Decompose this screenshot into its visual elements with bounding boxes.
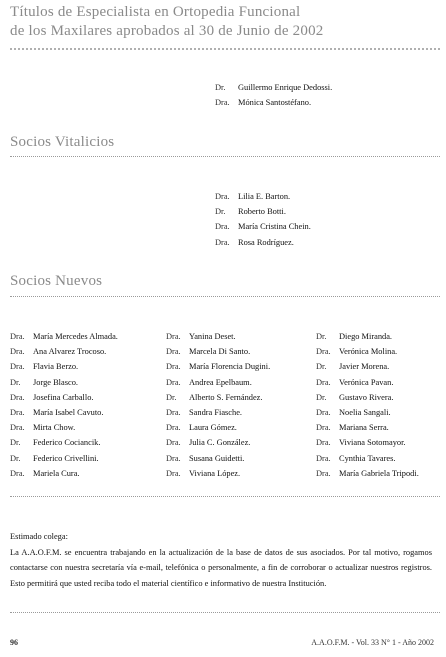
member-title: Dra. xyxy=(166,453,181,463)
list-item xyxy=(316,359,419,374)
member-name: Cynthia Tavares. xyxy=(339,453,396,463)
list-item xyxy=(316,375,419,390)
member-name: Yanina Deset. xyxy=(189,332,236,341)
member-name: Guillermo Enrique Dedossi. xyxy=(238,83,333,92)
page-number: 96 xyxy=(10,638,18,647)
member-name: Sandra Fiasche. xyxy=(189,408,243,418)
list-item xyxy=(10,344,118,359)
member-title: Dra. xyxy=(10,332,25,341)
list-item xyxy=(215,235,311,250)
member-name: Lilia E. Barton. xyxy=(238,192,291,201)
member-name: Marcela Di Santo. xyxy=(189,347,251,357)
member-name: Andrea Epelbaum. xyxy=(189,377,252,387)
list-item xyxy=(166,359,270,374)
member-title: Dr. xyxy=(316,362,327,372)
title-divider xyxy=(10,48,440,50)
member-name: Jorge Blasco. xyxy=(33,377,78,387)
member-name: María Isabel Cavuto. xyxy=(33,408,104,418)
member-title: Dra. xyxy=(10,408,25,418)
list-item xyxy=(316,329,419,344)
list-item xyxy=(166,375,270,390)
member-name: María Gabriela Tripodi. xyxy=(339,468,419,478)
list-item xyxy=(316,466,419,481)
member-name: Laura Gómez. xyxy=(189,423,237,433)
member-title: Dra. xyxy=(316,347,331,357)
member-name: Mariana Serra. xyxy=(339,423,389,433)
member-title: Dr. xyxy=(10,377,21,387)
member-title: Dra. xyxy=(215,237,230,247)
nuevos-column-1 xyxy=(10,329,118,481)
specialists-list xyxy=(215,80,332,110)
member-title: Dr. xyxy=(166,392,177,402)
list-item xyxy=(10,420,118,435)
member-title: Dra. xyxy=(10,423,25,433)
member-title: Dra. xyxy=(215,192,230,201)
title-line-2: de los Maxilares aprobados al 30 de Junio de 2002 xyxy=(10,23,324,39)
member-name: Mirta Chow. xyxy=(33,423,76,433)
member-title: Dra. xyxy=(316,377,331,387)
title-line-1: Títulos de Especialista en Ortopedia Funcional xyxy=(10,4,301,20)
list-item xyxy=(166,435,270,450)
vitalicios-divider xyxy=(10,156,440,157)
member-name: Ana Alvarez Trocoso. xyxy=(33,347,107,357)
list-item xyxy=(316,435,419,450)
member-name: Viviana Sotomayor. xyxy=(339,438,406,448)
member-title: Dra. xyxy=(316,408,331,418)
list-item xyxy=(10,390,118,405)
member-title: Dra. xyxy=(10,468,25,478)
member-title: Dra. xyxy=(316,468,331,478)
member-name: Federico Cociancik. xyxy=(33,438,101,448)
member-name: Rosa Rodríguez. xyxy=(238,237,294,247)
list-item xyxy=(10,329,118,344)
list-item xyxy=(166,420,270,435)
member-name: Javier Morena. xyxy=(339,362,390,372)
member-title: Dra. xyxy=(316,423,331,433)
list-item xyxy=(166,329,270,344)
journal-citation: A.A.O.F.M. - Vol. 33 N° 1 - Año 2002 xyxy=(311,638,434,647)
list-item xyxy=(215,189,311,204)
list-item xyxy=(215,80,332,95)
member-title: Dr. xyxy=(316,332,327,341)
nuevos-column-3 xyxy=(316,329,419,481)
member-title: Dr. xyxy=(316,392,327,402)
member-title: Dra. xyxy=(166,423,181,433)
list-item xyxy=(10,375,118,390)
list-item xyxy=(166,451,270,466)
list-item xyxy=(166,390,270,405)
list-item xyxy=(215,219,311,234)
member-title: Dra. xyxy=(10,362,25,372)
vitalicios-list xyxy=(215,189,311,250)
member-name: Federico Crivellini. xyxy=(33,453,99,463)
member-name: Julia C. González. xyxy=(189,438,251,448)
list-item xyxy=(10,435,118,450)
member-name: Mónica Santostéfano. xyxy=(238,98,312,108)
list-item xyxy=(316,405,419,420)
list-item xyxy=(316,390,419,405)
member-title: Dra. xyxy=(166,408,181,418)
member-name: Verónica Molina. xyxy=(339,347,398,357)
member-title: Dr. xyxy=(215,207,226,217)
member-title: Dra. xyxy=(215,98,230,108)
member-name: María Mercedes Almada. xyxy=(33,332,118,341)
list-item xyxy=(10,451,118,466)
list-item xyxy=(316,420,419,435)
list-item xyxy=(316,344,419,359)
member-title: Dra. xyxy=(166,332,181,341)
member-title: Dra. xyxy=(215,222,230,232)
list-item xyxy=(10,359,118,374)
member-title: Dra. xyxy=(166,362,181,372)
note-divider-bottom xyxy=(10,612,440,613)
notice-box xyxy=(10,529,432,591)
member-name: Roberto Botti. xyxy=(238,207,286,217)
section-heading-vitalicios: Socios Vitalicios xyxy=(10,134,115,150)
section-heading-nuevos: Socios Nuevos xyxy=(10,273,103,289)
list-item xyxy=(10,405,118,420)
note-salutation: Estimado colega: xyxy=(10,532,68,541)
list-item xyxy=(316,451,419,466)
note-body: La A.A.O.F.M. se encuentra trabajando en la actualización de la base de datos de sus asociados. Por tal motivo, rogamos contactarse con nuestra secretaría vía e-mail, telefónica o personalmente, a fin de corroborar o actualizar nuestros registros. Esto permitirá que usted reciba todo el material científico e informativo de nuestra Institución. xyxy=(10,547,432,588)
member-name: Gustavo Rivera. xyxy=(339,392,394,402)
nuevos-column-2 xyxy=(166,329,270,481)
member-title: Dra. xyxy=(10,347,25,357)
member-name: Viviana López. xyxy=(189,468,241,478)
list-item xyxy=(166,466,270,481)
member-name: Susana Guidetti. xyxy=(189,453,245,463)
list-item xyxy=(166,344,270,359)
member-title: Dr. xyxy=(215,83,226,92)
member-title: Dra. xyxy=(166,438,181,448)
list-item xyxy=(166,405,270,420)
member-name: Mariela Cura. xyxy=(33,468,80,478)
member-title: Dr. xyxy=(10,453,21,463)
member-name: Josefina Carballo. xyxy=(33,392,94,402)
member-name: Diego Miranda. xyxy=(339,332,393,341)
page-title xyxy=(10,3,323,41)
member-title: Dr. xyxy=(10,438,21,448)
list-item xyxy=(10,466,118,481)
list-item xyxy=(215,95,332,110)
nuevos-divider xyxy=(10,296,440,297)
member-name: María Cristina Chein. xyxy=(238,222,311,232)
member-title: Dra. xyxy=(316,453,331,463)
member-title: Dra. xyxy=(166,377,181,387)
member-name: Alberto S. Fernández. xyxy=(189,392,263,402)
member-title: Dra. xyxy=(10,392,25,402)
member-title: Dra. xyxy=(166,468,181,478)
list-item xyxy=(215,204,311,219)
member-name: Noelia Sangali. xyxy=(339,408,391,418)
member-name: Flavia Berzo. xyxy=(33,362,79,372)
member-name: María Florencia Dugini. xyxy=(189,362,271,372)
member-title: Dra. xyxy=(316,438,331,448)
note-divider-top xyxy=(10,496,440,497)
member-name: Verónica Pavan. xyxy=(339,377,394,387)
member-title: Dra. xyxy=(166,347,181,357)
